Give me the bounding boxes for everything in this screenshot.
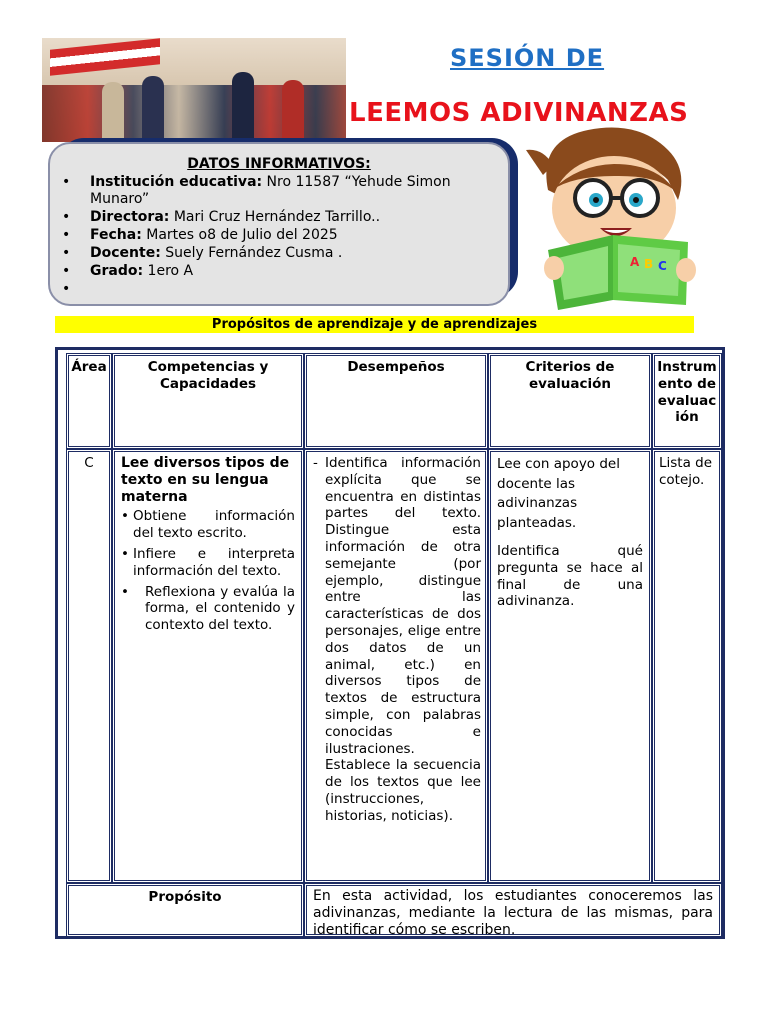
info-heading: DATOS INFORMATIVOS: [187,156,371,172]
session-title: SESIÓN DE [450,44,605,72]
info-item: • Fecha: Martes o8 de Julio del 2025 [60,227,500,244]
learning-table [55,347,725,939]
desempeno-item: - Identifica información explícita que se encuentra en distintas partes del texto. Distingue esta información de otra semejante (por ejemplo, distingue entre las características de dos personajes, elige entre dos datos de un animal, etc.) en diversos tipos de textos de estructura simple, con palabras conocidas e ilustraciones. Establece la secuencia de los textos que lee (instrucciones, historias, noticias). [313,455,481,824]
row-desempenos [304,449,488,883]
row-instrumento: Lista de cotejo. [652,449,722,883]
info-item [60,281,500,298]
proposito-label: Propósito [66,883,304,937]
header-criterios: Criterios de evaluación [488,353,652,449]
header-competencias: Competencias y Capacidades [112,353,304,449]
info-item: • Institución educativa: Nro 11587 “Yehude Simon Munaro” [60,174,500,208]
capacidad-item: • Infiere e interpreta información del texto. [121,545,295,579]
info-box [48,142,510,306]
capacidad-item: • Obtiene información del texto escrito. [121,508,295,542]
competencia-title: Lee diversos tipos de texto en su lengua materna [121,455,290,505]
header-instrumento: Instrumento de evaluación [652,353,722,449]
header-painting [42,38,346,142]
row-area: C [66,449,112,883]
criterio-item: Lee con apoyo del docente las adivinanzas planteadas. [497,456,620,531]
criterio-item: Identifica qué pregunta se hace al final de una adivinanza. [497,543,643,610]
svg-text:C: C [658,259,667,273]
purpose-band: Propósitos de aprendizaje y de aprendizajes [55,316,694,333]
capacidad-item: • Reflexiona y evalúa la forma, el contenido y contexto del texto. [121,583,295,634]
header-desempenos: Desempeños [304,353,488,449]
row-criterios [488,449,652,883]
svg-text:B: B [644,257,654,271]
kid-reading-illustration [518,120,708,315]
row-competencias [112,449,304,883]
lesson-title: LEEMOS ADIVINANZAS [349,98,689,128]
svg-text:A: A [630,255,640,269]
info-item: • Docente: Suely Fernández Cusma . [60,245,500,262]
header-area: Área [66,353,112,449]
info-item: • Directora: Mari Cruz Hernández Tarrillo.. [60,209,500,226]
info-item: • Grado: 1ero A [60,263,500,280]
info-list [60,174,500,299]
proposito-text: En esta actividad, los estudiantes conoceremos las adivinanzas, mediante la lectura de las mismas, para identificar cómo se escriben. [304,883,722,937]
